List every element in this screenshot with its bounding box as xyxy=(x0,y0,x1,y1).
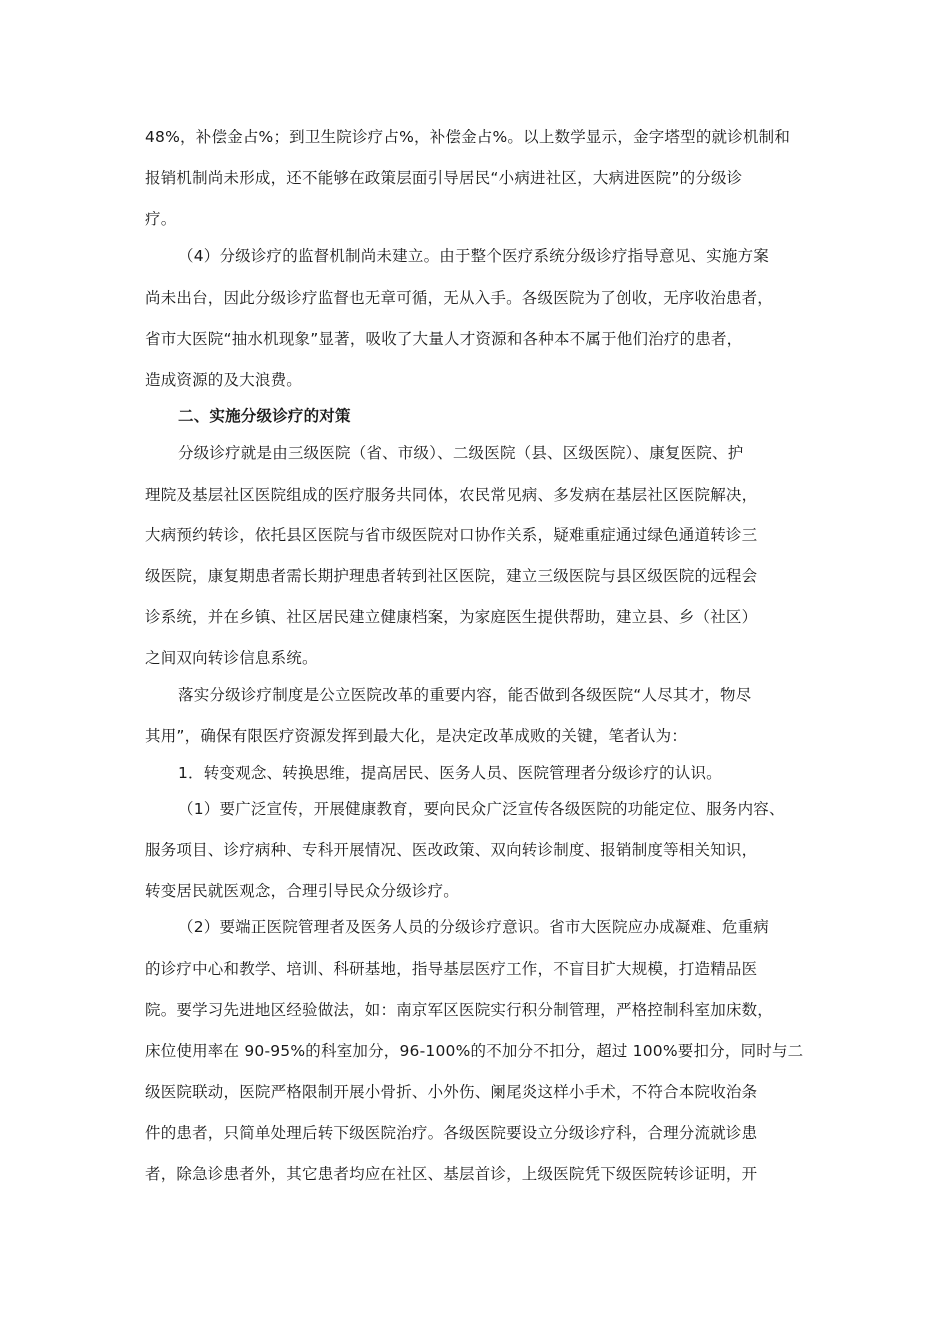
text-line: 疗。 xyxy=(145,210,177,228)
paragraph-line: （1）要广泛宣传，开展健康教育，要向民众广泛宣传各级医院的功能定位、服务内容、 xyxy=(178,800,785,818)
text-line: 转变居民就医观念，合理引导民众分级诊疗。 xyxy=(145,882,460,900)
paragraph-line: 分级诊疗就是由三级医院（省、市级）、二级医院（县、区级医院）、康复医院、护 xyxy=(178,444,744,462)
text-line: 院。要学习先进地区经验做法，如：南京军区医院实行积分制管理，严格控制科室加床数， xyxy=(145,1001,774,1019)
paragraph-line: 落实分级诊疗制度是公立医院改革的重要内容，能否做到各级医院“人尽其才，物尽 xyxy=(178,686,752,704)
text-line: 级医院联动，医院严格限制开展小骨折、小外伤、阑尾炎这样小手术，不符合本院收治条 xyxy=(145,1083,758,1101)
text-line: 的诊疗中心和教学、培训、科研基地，指导基层医疗工作，不盲目扩大规模，打造精品医 xyxy=(145,960,758,978)
text-line: 者，除急诊患者外，其它患者均应在社区、基层首诊，上级医院凭下级医院转诊证明，开 xyxy=(145,1165,758,1183)
text-line: 件的患者，只简单处理后转下级医院治疗。各级医院要设立分级诊疗科，合理分流就诊患 xyxy=(145,1124,758,1142)
text-line: 省市大医院“抽水机现象”显著，吸收了大量人才资源和各种本不属于他们治疗的患者， xyxy=(145,330,743,348)
section-heading: 二、实施分级诊疗的对策 xyxy=(178,407,351,425)
list-item: 1．转变观念、转换思维，提高居民、医务人员、医院管理者分级诊疗的认识。 xyxy=(178,764,722,782)
text-line: 48%，补偿金占%；到卫生院诊疗占%，补偿金占%。以上数学显示，金字塔型的就诊机制和 xyxy=(145,128,791,146)
text-line: 报销机制尚未形成，还不能够在政策层面引导居民“小病进社区，大病进医院”的分级诊 xyxy=(145,169,743,187)
text-line: 造成资源的及大浪费。 xyxy=(145,371,303,389)
text-line: 理院及基层社区医院组成的医疗服务共同体，农民常见病、多发病在基层社区医院解决， xyxy=(145,486,758,504)
text-line: 诊系统，并在乡镇、社区居民建立健康档案，为家庭医生提供帮助，建立县、乡（社区） xyxy=(145,608,758,626)
text-line: 级医院，康复期患者需长期护理患者转到社区医院，建立三级医院与县区级医院的远程会 xyxy=(145,567,758,585)
text-line: 尚未出台，因此分级诊疗监督也无章可循，无从入手。各级医院为了创收，无序收治患者， xyxy=(145,289,774,307)
text-line: 之间双向转诊信息系统。 xyxy=(145,649,318,667)
text-line: 大病预约转诊，依托县区医院与省市级医院对口协作关系，疑难重症通过绿色通道转诊三 xyxy=(145,526,758,544)
text-line: 其用”，确保有限医疗资源发挥到最大化，是决定改革成败的关键，笔者认为： xyxy=(145,727,688,745)
text-line: 床位使用率在 90-95%的科室加分，96-100%的不加分不扣分，超过 100%要扣分，同时与二 xyxy=(145,1042,804,1060)
text-line: 服务项目、诊疗病种、专科开展情况、医改政策、双向转诊制度、报销制度等相关知识， xyxy=(145,841,758,859)
paragraph-line: （2）要端正医院管理者及医务人员的分级诊疗意识。省市大医院应办成凝难、危重病 xyxy=(178,918,769,936)
paragraph-line: （4）分级诊疗的监督机制尚未建立。由于整个医疗系统分级诊疗指导意见、实施方案 xyxy=(178,247,769,265)
